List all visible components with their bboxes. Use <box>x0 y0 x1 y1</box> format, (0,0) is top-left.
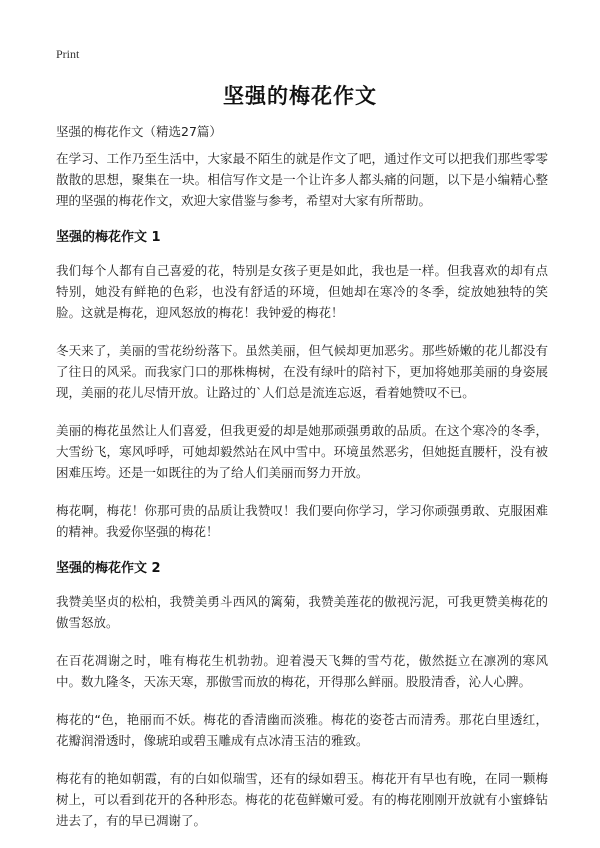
section-heading: 坚强的梅花作文 1 <box>56 230 161 245</box>
section-heading: 坚强的梅花作文 2 <box>56 561 161 576</box>
paragraph: 梅花有的艳如朝霞，有的白如似瑞雪，还有的绿如碧玉。梅花开有早也有晚，在同一颗梅树上，可以看到花开的各种形态。梅花的花苞鲜嫩可爱。有的梅花刚刚开放就有小蜜蜂钻进去了，有的早已凋谢了。 <box>56 771 548 828</box>
paragraph: 梅花啊，梅花！你那可贵的品质让我赞叹！我们要向你学习，学习你顽强勇敢、克服困难的精神。我爱你坚强的梅花！ <box>56 503 548 539</box>
paragraph: 我们每个人都有自己喜爱的花，特别是女孩子更是如此，我也是一样。但我喜欢的却有点特别，她没有鲜艳的色彩，也没有舒适的环境，但她却在寒冷的冬季，绽放她独特的笑脸。这就是梅花，迎风怒放的梅花！我钟爱的梅花！ <box>56 263 548 320</box>
page-title: 坚强的梅花作文 <box>223 84 377 108</box>
print-link[interactable]: Print <box>56 47 80 61</box>
intro-paragraph: 在学习、工作乃至生活中，大家最不陌生的就是作文了吧，通过作文可以把我们那些零零散散的思想，聚集在一块。相信写作文是一个让许多人都头痛的问题，以下是小编精心整理的坚强的梅花作文，欢迎大家借鉴与参考，希望对大家有所帮助。 <box>56 151 548 208</box>
paragraph: 梅花的“色，艳丽而不妖。梅花的香清幽而淡雅。梅花的姿苍古而清秀。那花白里透红，花瓣润滑透时，像琥珀或碧玉雕成有点冰清玉洁的雅致。 <box>56 712 548 748</box>
paragraph: 我赞美坚贞的松柏，我赞美勇斗西风的篱菊，我赞美莲花的傲视污泥，可我更赞美梅花的傲雪怒放。 <box>56 594 548 630</box>
paragraph: 美丽的梅花虽然让人们喜爱，但我更爱的却是她那顽强勇敢的品质。在这个寒冷的冬季，大雪纷飞，寒风呼呼，可她却毅然站在风中雪中。环境虽然恶劣，但她挺直腰杆，没有被困难压垮。还是一如既往的为了给人们美丽而努力开放。 <box>56 423 548 480</box>
paragraph: 冬天来了，美丽的雪花纷纷落下。虽然美丽，但气候却更加恶劣。那些娇嫩的花儿都没有了往日的风采。而我家门口的那株梅树，在没有绿叶的陪衬下，更加将她那美丽的身姿展现，美丽的花儿尽情开放。让路过的`人们总是流连忘返，看着她赞叹不已。 <box>56 343 548 400</box>
paragraph: 在百花凋谢之时，唯有梅花生机勃勃。迎着漫天飞舞的雪芍花，傲然挺立在凛冽的寒风中。数九隆冬，天冻天寒，那傲雪而放的梅花，开得那么鲜丽。股股清香，沁人心脾。 <box>56 653 548 689</box>
subtitle: 坚强的梅花作文（精选27篇） <box>56 124 222 139</box>
article-body <box>56 148 548 848</box>
